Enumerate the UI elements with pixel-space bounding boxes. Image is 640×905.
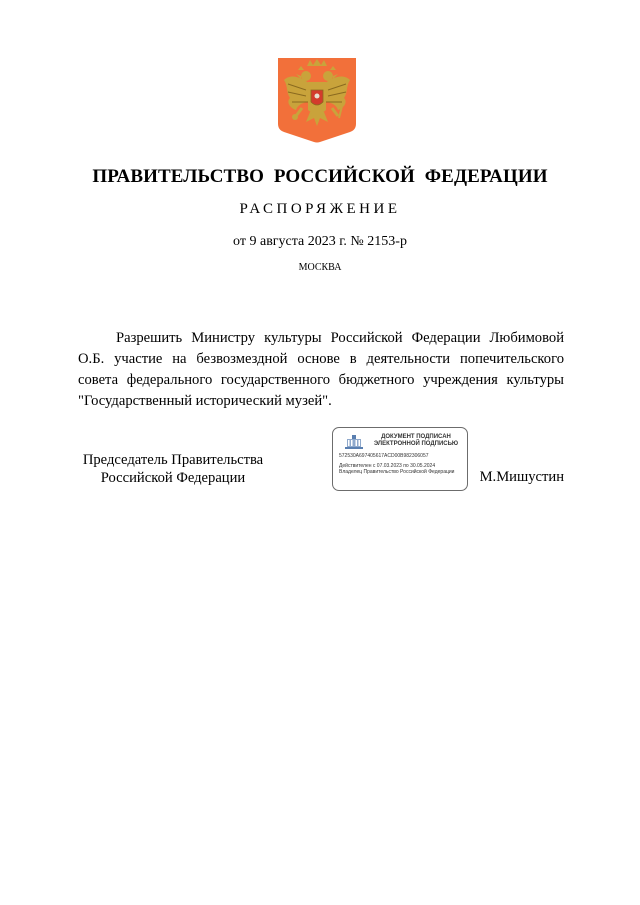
stamp-validity: Действителен с 07.03.2023 по 30.05.2024 (339, 463, 436, 469)
stamp-certificate: 572530A697405617ACD00B982306057 (339, 453, 429, 459)
stamp-title-line2: ЭЛЕКТРОННОЙ ПОДПИСЬЮ (373, 441, 459, 447)
russian-coat-of-arms-icon (276, 56, 358, 144)
signatory-position-line1: Председатель Правительства (82, 452, 264, 468)
stamp-title-line1: ДОКУМЕНТ ПОДПИСАН (381, 434, 451, 440)
document-date-number: от 9 августа 2023 г. № 2153-р (233, 234, 407, 249)
stamp-title (367, 434, 465, 448)
order-text: Разрешить Министру культуры Российской Федерации Любимовой О.Б. участие на безвозмездной основе в деятельности попечительского совета федерального государственного бюджетного учреждения культуры "Государственный исторический музей". (78, 330, 564, 409)
document-type: РАСПОРЯЖЕНИЕ (239, 201, 401, 217)
government-building-icon (345, 435, 363, 449)
document-city: МОСКВА (298, 262, 342, 273)
signatory-position-line2: Российской Федерации (100, 470, 246, 486)
signatory-name: М.Мишустин (479, 469, 564, 485)
stamp-owner: Владелец Правительство Российской Федерации (339, 469, 455, 475)
government-title: ПРАВИТЕЛЬСТВО РОССИЙСКОЙ ФЕДЕРАЦИИ (92, 166, 548, 187)
electronic-signature-stamp (332, 427, 468, 491)
signatory-position (78, 451, 268, 487)
